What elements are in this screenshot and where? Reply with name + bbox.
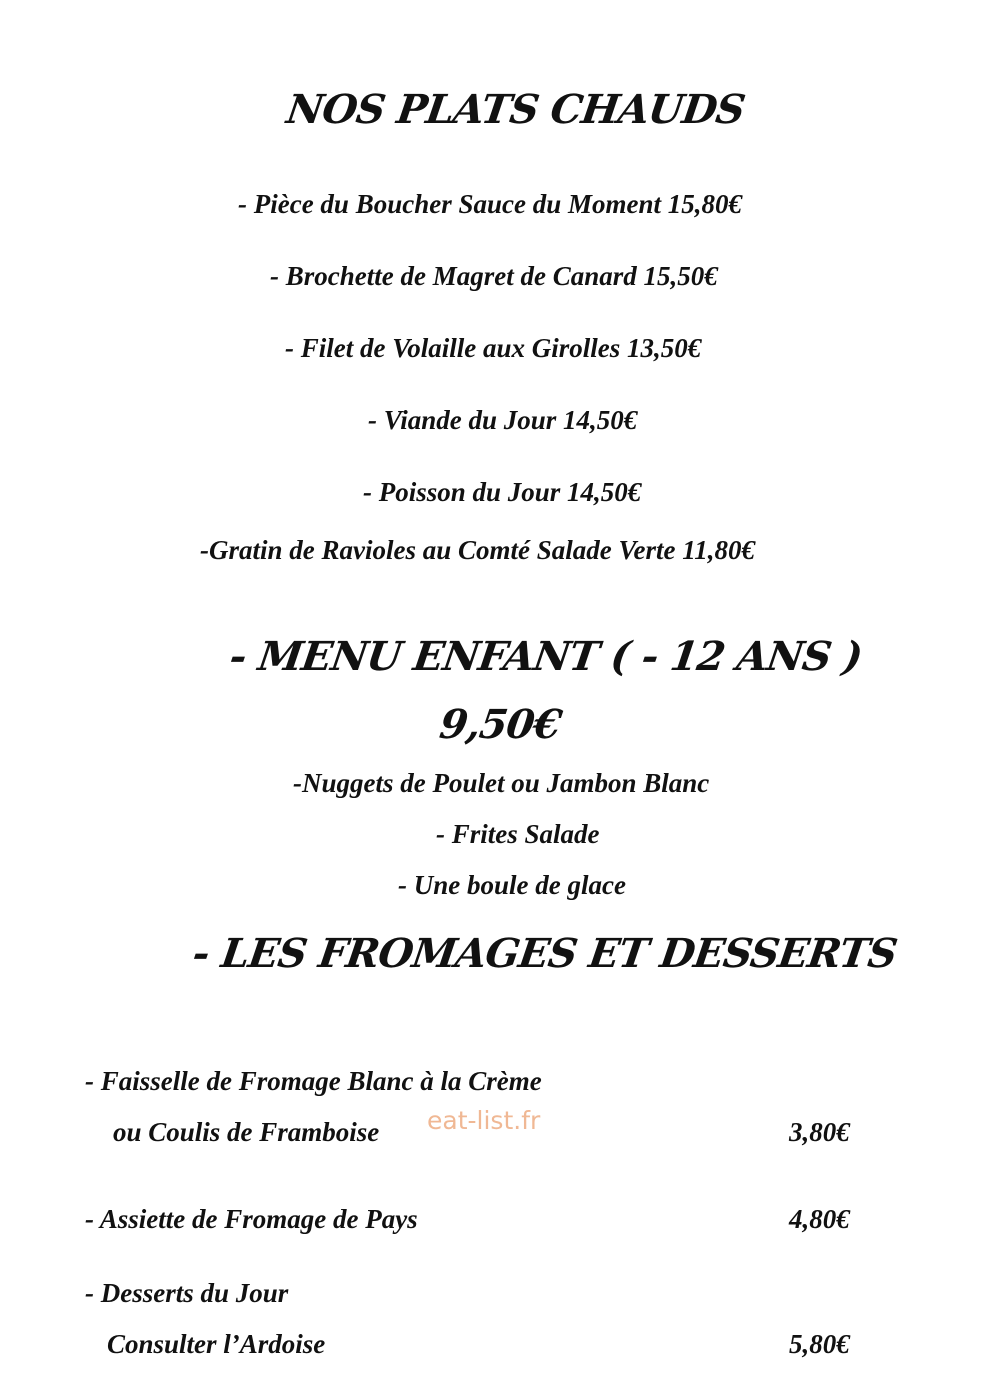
dessert-item-price: 5,80€ bbox=[789, 1329, 850, 1359]
dessert-item-price: 3,80€ bbox=[789, 1117, 850, 1147]
section-title-hot-dishes: NOS PLATS CHAUDS bbox=[283, 86, 748, 133]
dessert-item-line: Consulter l’Ardoise bbox=[107, 1329, 326, 1359]
hot-dish-item: - Filet de Volaille aux Girolles 13,50€ bbox=[285, 333, 702, 363]
kids-menu-price: 9,50€ bbox=[436, 701, 564, 748]
section-title-kids-menu: - MENU ENFANT ( - 12 ANS ) bbox=[226, 633, 865, 680]
hot-dish-item: -Gratin de Ravioles au Comté Salade Verte 11,80€ bbox=[200, 535, 756, 565]
watermark: eat-list.fr bbox=[427, 1106, 541, 1135]
dessert-item-line: - Faisselle de Fromage Blanc à la Crème bbox=[85, 1066, 542, 1096]
kids-menu-item: - Frites Salade bbox=[436, 819, 600, 849]
kids-menu-item: - Une boule de glace bbox=[398, 870, 626, 900]
hot-dish-item: - Viande du Jour 14,50€ bbox=[368, 405, 638, 435]
dessert-item-line: - Assiette de Fromage de Pays bbox=[85, 1204, 418, 1234]
dessert-item-line: ou Coulis de Framboise bbox=[113, 1117, 380, 1147]
hot-dish-item: - Poisson du Jour 14,50€ bbox=[363, 477, 642, 507]
hot-dish-item: - Pièce du Boucher Sauce du Moment 15,80€ bbox=[238, 189, 742, 219]
dessert-item-line: - Desserts du Jour bbox=[85, 1278, 289, 1308]
hot-dish-item: - Brochette de Magret de Canard 15,50€ bbox=[270, 261, 718, 291]
dessert-item-price: 4,80€ bbox=[789, 1204, 850, 1234]
kids-menu-item: -Nuggets de Poulet ou Jambon Blanc bbox=[293, 768, 710, 798]
section-title-cheese-desserts: - LES FROMAGES ET DESSERTS bbox=[189, 930, 900, 977]
